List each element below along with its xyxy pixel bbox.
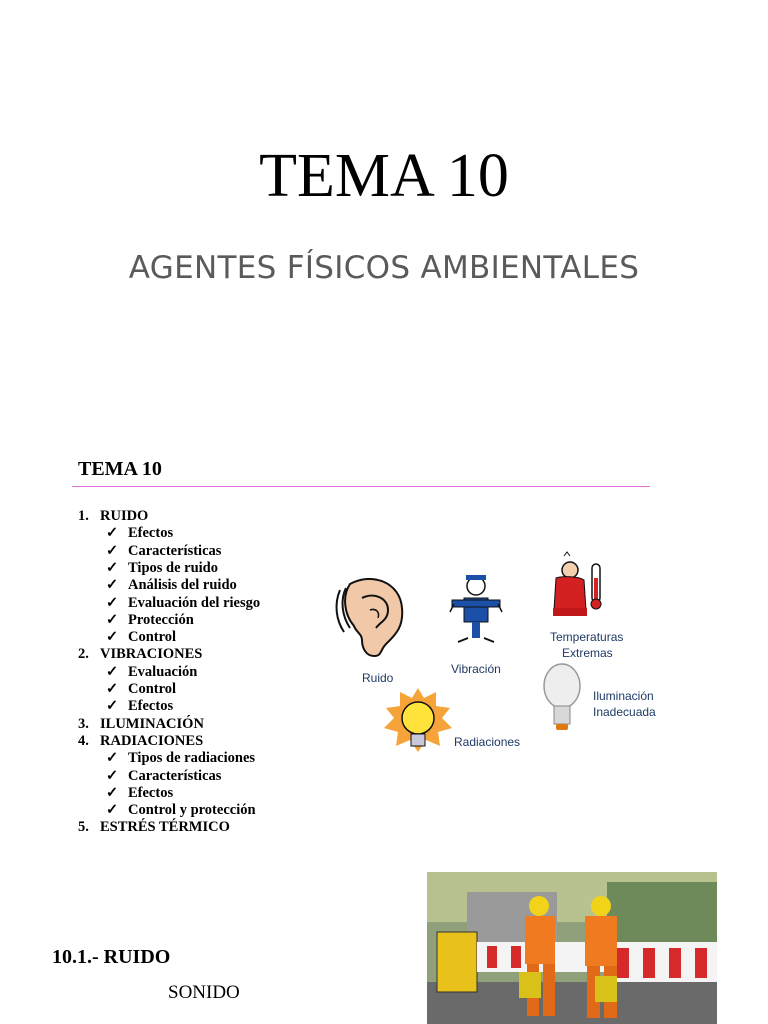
toc-subitem-label: Control y protección (128, 802, 256, 819)
toc-subitem-label: Tipos de ruido (128, 559, 218, 576)
toc-subitem-label: Efectos (128, 698, 174, 715)
checkmark-icon: ✓ (106, 784, 119, 801)
toc-item-number: 1. (78, 508, 89, 524)
checkmark-icon: ✓ (106, 559, 119, 576)
checkmark-icon: ✓ (106, 525, 119, 542)
light-bulb-icon (544, 664, 580, 730)
toc-item (78, 716, 204, 733)
toc-subitem (106, 750, 255, 767)
toc-item-number: 2. (78, 646, 89, 663)
toc-subitem (106, 629, 176, 646)
section-10-1-heading: 10.1.- RUIDO (52, 946, 171, 968)
toc-subitem-label: Protección (128, 611, 194, 628)
checkmark-icon: ✓ (106, 542, 119, 559)
temperaturas-label-line2: Extremas (562, 646, 613, 660)
toc-item-number: 4. (78, 732, 89, 749)
section-10-1-subheading: SONIDO (168, 982, 240, 1003)
checkmark-icon: ✓ (106, 750, 119, 767)
toc-subitem (106, 681, 176, 698)
toc-subitem (106, 802, 256, 819)
toc-subitem (106, 698, 173, 715)
checkmark-icon: ✓ (106, 767, 119, 784)
physical-agents-figure (300, 548, 670, 768)
checkmark-icon: ✓ (106, 698, 119, 715)
heading-divider (72, 486, 650, 487)
checkmark-icon: ✓ (106, 802, 119, 819)
toc-subitem-label: Control (128, 629, 177, 646)
ear-icon (337, 579, 403, 656)
toc-subitem (106, 785, 173, 802)
temperaturas-label-line1: Temperaturas (550, 630, 624, 644)
toc-item (78, 819, 230, 836)
toc-item-number: 5. (78, 819, 89, 836)
page-subtitle: AGENTES FÍSICOS AMBIENTALES (128, 250, 640, 286)
section-heading: TEMA 10 (78, 458, 162, 480)
temperature-icon (553, 552, 601, 616)
toc-subitem-label: Análisis del ruido (128, 577, 237, 594)
toc-subitem (106, 560, 218, 577)
checkmark-icon: ✓ (106, 663, 119, 680)
toc-item-label: ESTRÉS TÉRMICO (100, 819, 230, 836)
toc-item-label: RUIDO (100, 508, 149, 524)
checkmark-icon: ✓ (106, 611, 119, 628)
toc-item (78, 508, 148, 525)
page-title: TEMA 10 (259, 142, 509, 210)
checkmark-icon: ✓ (106, 681, 119, 697)
workers-photo (427, 872, 717, 1024)
toc-subitem-label: Evaluación (128, 663, 198, 680)
toc-subitem (106, 543, 221, 560)
toc-subitem-label: Control (128, 681, 177, 697)
toc-subitem (106, 595, 260, 612)
toc-subitem (106, 768, 221, 785)
checkmark-icon: ✓ (106, 629, 119, 646)
toc-subitem (106, 612, 194, 629)
toc-subitem-label: Características (128, 542, 222, 559)
toc-subitem-label: Efectos (128, 525, 174, 542)
toc-item-number: 3. (78, 715, 89, 732)
toc-subitem-label: Evaluación del riesgo (128, 594, 261, 611)
toc-subitem (106, 525, 173, 542)
toc-subitem-label: Características (128, 767, 222, 784)
toc-item (78, 733, 203, 750)
toc-subitem-label: Efectos (128, 784, 174, 801)
toc-subitem (106, 577, 237, 594)
vibracion-label: Vibración (451, 662, 501, 676)
toc-item-label: VIBRACIONES (100, 646, 203, 663)
iluminacion-label-line2: Inadecuada (593, 705, 656, 719)
toc-item-label: ILUMINACIÓN (100, 715, 204, 732)
checkmark-icon: ✓ (106, 594, 119, 611)
radiation-icon (384, 688, 452, 752)
checkmark-icon: ✓ (106, 577, 119, 594)
radiaciones-label: Radiaciones (454, 735, 521, 749)
vibration-worker-icon (450, 575, 502, 642)
toc-subitem-label: Tipos de radiaciones (128, 750, 256, 767)
toc-subitem (106, 664, 197, 681)
toc-item (78, 646, 202, 663)
ruido-label: Ruido (362, 671, 394, 685)
toc-item-label: RADIACIONES (100, 732, 204, 749)
iluminacion-label-line1: Iluminación (593, 689, 654, 703)
